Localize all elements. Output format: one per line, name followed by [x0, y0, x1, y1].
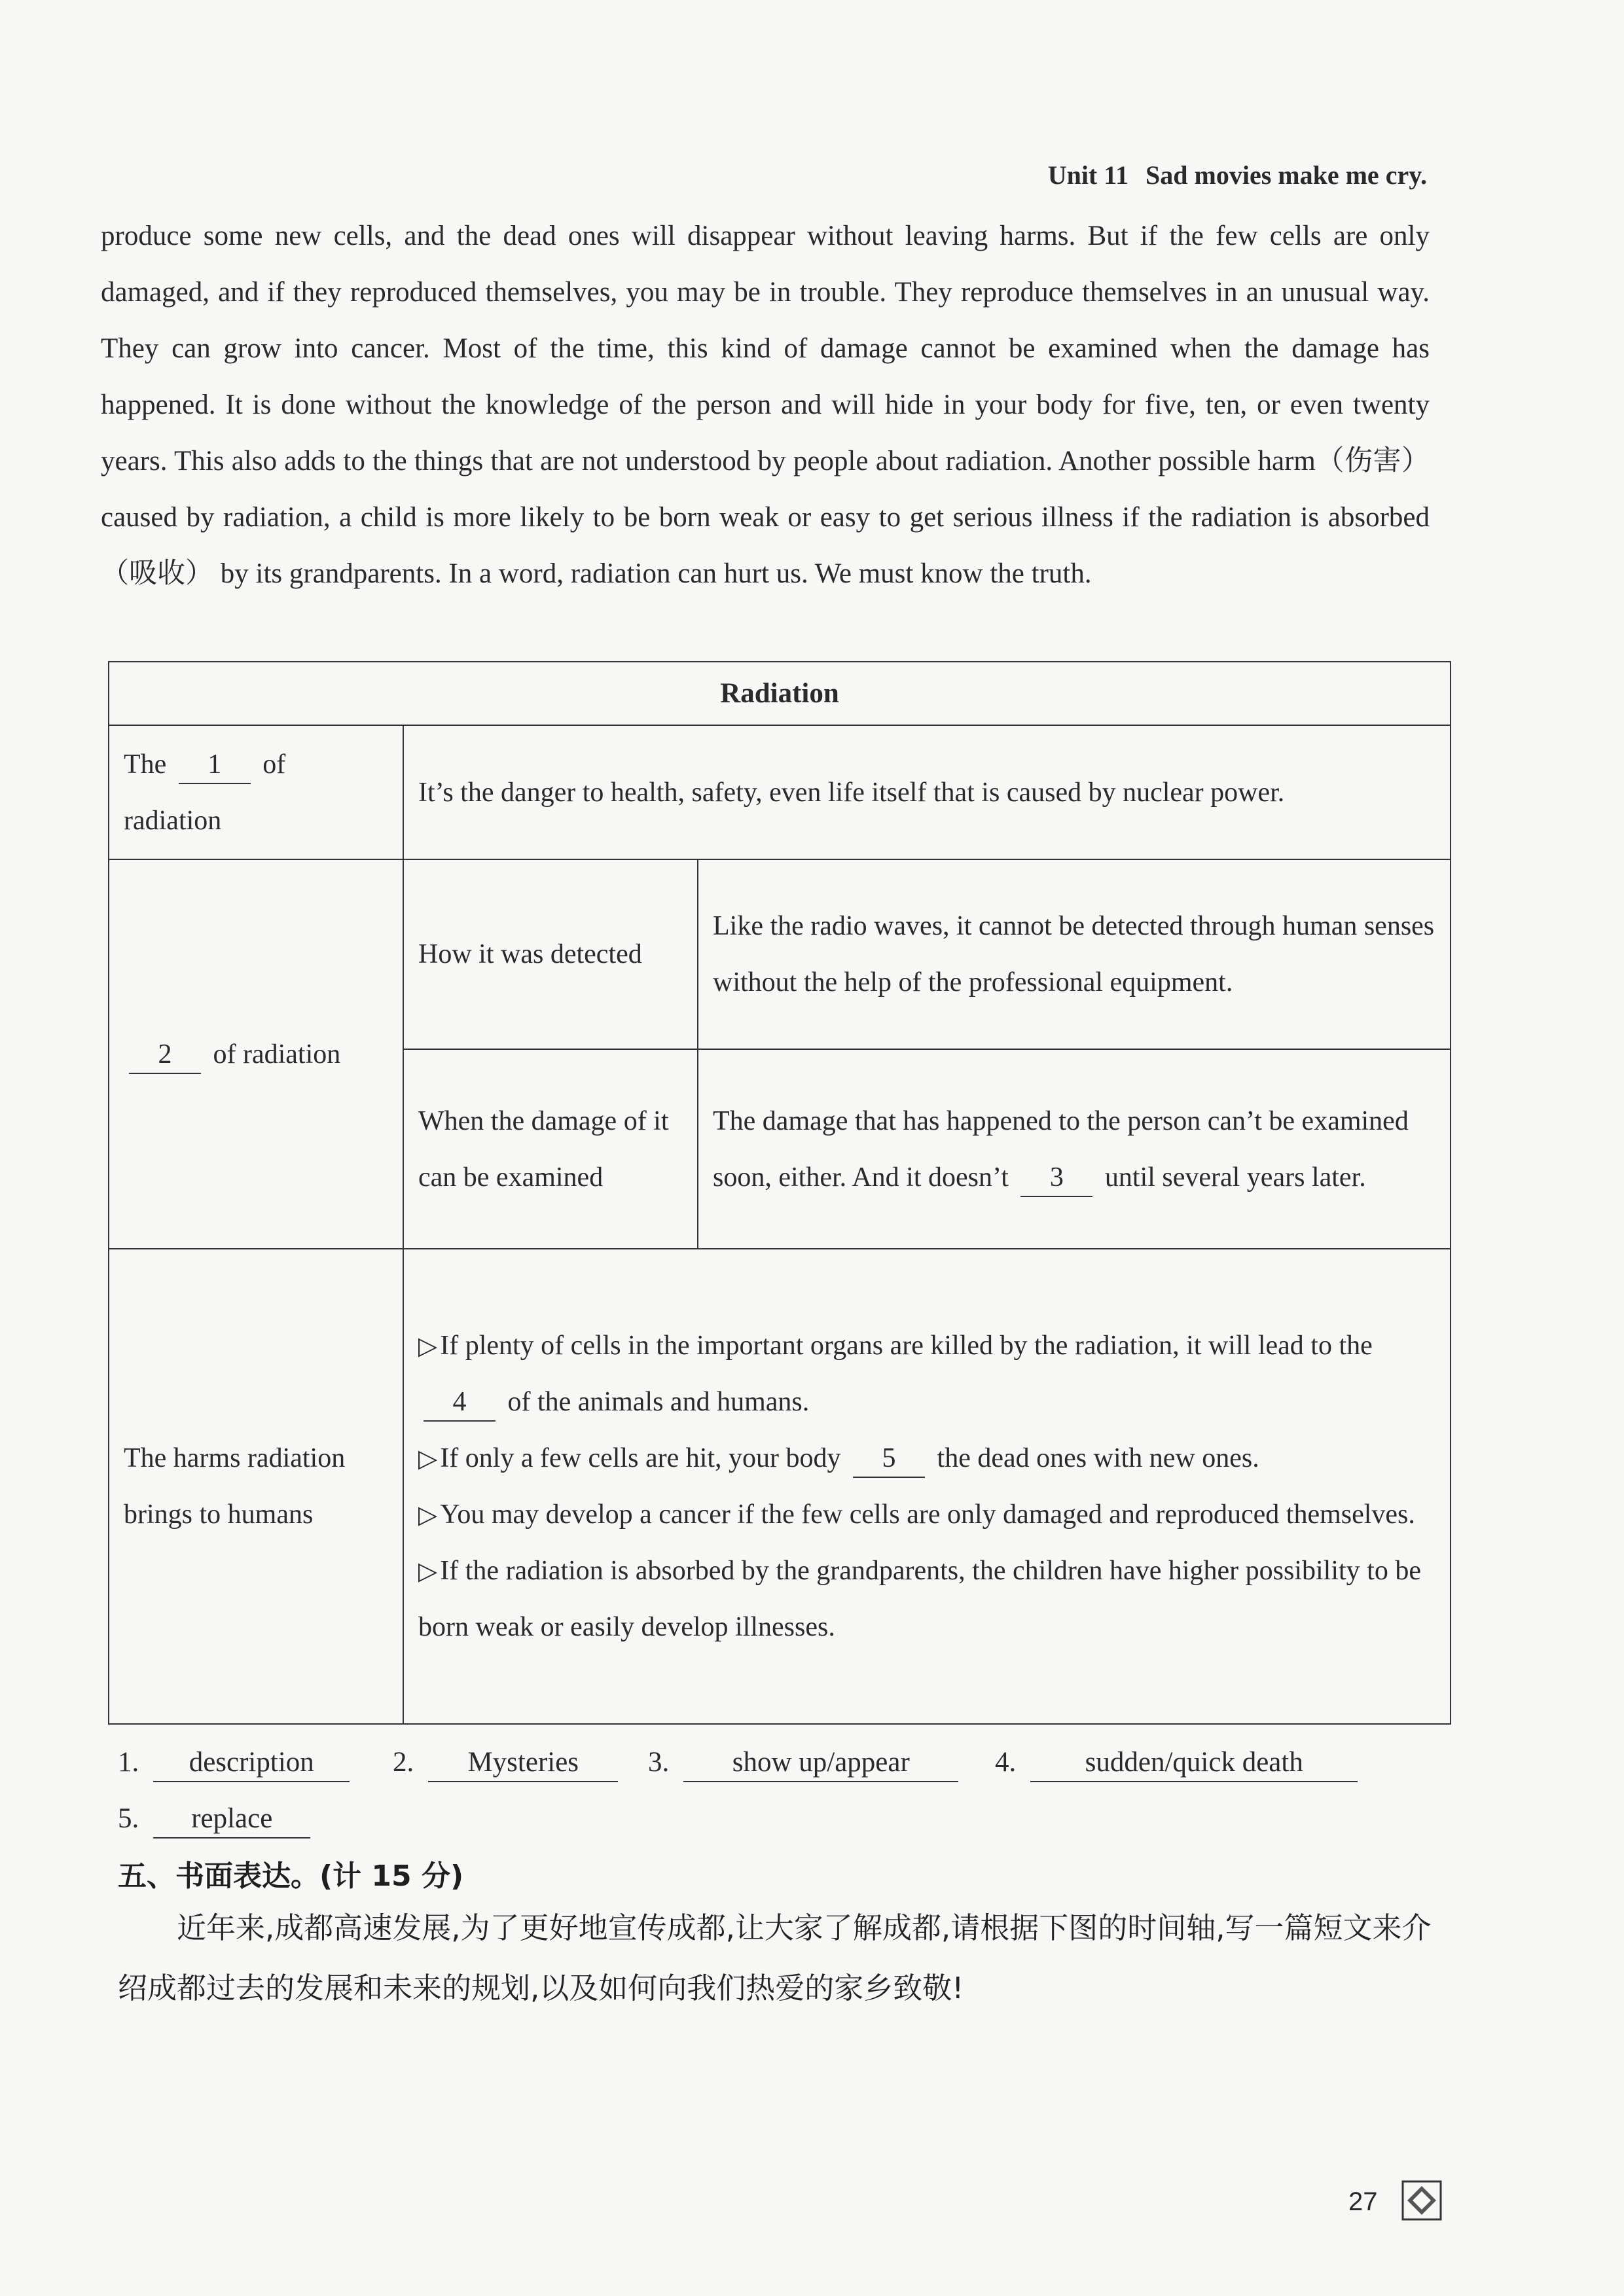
row3-label: The harms radiation brings to humans: [109, 1249, 403, 1724]
answer-number: 3.: [648, 1747, 670, 1778]
answer-row-2: [118, 1791, 1427, 1847]
row2-sub2-label: When the damage of it can be examined: [403, 1049, 698, 1249]
answer-number: 5.: [118, 1803, 139, 1834]
bullet-3-text: You may develop a cancer if the few cells are only damaged and reproduced themselves.: [440, 1499, 1415, 1530]
row2-sub2-content: [698, 1049, 1451, 1249]
blank-4[interactable]: 4: [424, 1384, 496, 1422]
unit-label: Unit 11: [1047, 160, 1129, 190]
answer-value[interactable]: description: [153, 1744, 350, 1782]
answer-key: [118, 1734, 1427, 1847]
answer-item: [648, 1734, 995, 1791]
diamond-page-icon: [1401, 2179, 1443, 2221]
answer-value[interactable]: show up/appear: [683, 1744, 958, 1782]
row2-label: [109, 859, 403, 1249]
unit-title: Sad movies make me cry.: [1146, 160, 1427, 190]
blank-3[interactable]: 3: [1020, 1159, 1092, 1197]
row2-sub2-content-post: until several years later.: [1104, 1162, 1366, 1193]
answer-number: 2.: [393, 1747, 414, 1778]
row1-content: It’s the danger to health, safety, even life itself that is caused by nuclear power.: [403, 725, 1451, 859]
reading-passage: [101, 208, 1430, 602]
triangle-bullet-icon: ▷: [418, 1556, 438, 1585]
passage-text: produce some new cells, and the dead ones will disappear without leaving harms. But if the few cells are only damaged, and if they reproduced themselves, you may be in trouble. They reproduce themselves in an unusual way. They can grow into cancer. Most of the time, this kind of damage cannot be examined when the damage has happened. It is done without the knowledge of the person and will hide in your body for five, ten, or even twenty years. This also adds to the things that are not understood by people about radiation. Another possible harm（伤害） caused by radiation, a child is more likely to be born weak or easy to get serious illness if the radiation is absorbed（吸收） by its grandparents. In a word, radiation can hurt us. We must know the truth.: [101, 221, 1430, 589]
bullet-2-pre: If only a few cells are hit, your body: [440, 1443, 841, 1473]
row1-label-pre: The: [124, 749, 167, 780]
row2-label-post: of radiation: [213, 1039, 341, 1069]
radiation-table: [108, 661, 1451, 1725]
row3-bullet-4: [418, 1543, 1435, 1655]
page-number: 27: [1348, 2187, 1378, 2216]
row3-content: [403, 1249, 1451, 1724]
table-title: Radiation: [109, 662, 1451, 725]
bullet-4-text: If the radiation is absorbed by the grandparents, the children have higher possibility to be born weak or easily develop illnesses.: [418, 1556, 1421, 1642]
answer-number: 1.: [118, 1747, 139, 1778]
row3-bullet-2: [418, 1430, 1435, 1486]
section-5-prompt: 近年来,成都高速发展,为了更好地宣传成都,让大家了解成都,请根据下图的时间轴,写一篇短文来介绍成都过去的发展和未来的规划,以及如何向我们热爱的家乡致敬!: [118, 1910, 1432, 2005]
answer-item: [118, 1734, 393, 1791]
row1-label: [109, 725, 403, 859]
running-header: [982, 160, 1427, 190]
answer-value[interactable]: Mysteries: [428, 1744, 618, 1782]
answer-item: [118, 1791, 310, 1847]
blank-2[interactable]: 2: [129, 1036, 201, 1074]
answer-number: 4.: [995, 1747, 1017, 1778]
bullet-1-pre: If plenty of cells in the important organs are killed by the radiation, it will lead to the: [440, 1331, 1373, 1361]
blank-1[interactable]: 1: [179, 746, 251, 784]
bullet-1-post: of the animals and humans.: [507, 1387, 810, 1417]
row3-bullet-1: [418, 1318, 1435, 1430]
row1-label-post: of radiation: [124, 749, 286, 836]
answer-item: [995, 1734, 1358, 1791]
triangle-bullet-icon: ▷: [418, 1444, 438, 1473]
triangle-bullet-icon: ▷: [418, 1331, 438, 1360]
bullet-2-post: the dead ones with new ones.: [937, 1443, 1259, 1473]
answer-row-1: [118, 1734, 1427, 1791]
blank-5[interactable]: 5: [853, 1440, 925, 1478]
answer-item: [393, 1734, 648, 1791]
row2-sub1-content: Like the radio waves, it cannot be detected through human senses without the help of the professional equipment.: [698, 859, 1451, 1049]
answer-value[interactable]: replace: [153, 1801, 310, 1839]
row2-sub2-content-pre: The damage that has happened to the person can’t be examined soon, either. And it doesn’t: [713, 1105, 1409, 1193]
row2-sub1-label: How it was detected: [403, 859, 698, 1049]
triangle-bullet-icon: ▷: [418, 1500, 438, 1529]
row3-bullet-3: [418, 1486, 1435, 1543]
answer-value[interactable]: sudden/quick death: [1030, 1744, 1358, 1782]
section-5-title: 五、书面表达。(计 15 分): [118, 1859, 464, 1893]
